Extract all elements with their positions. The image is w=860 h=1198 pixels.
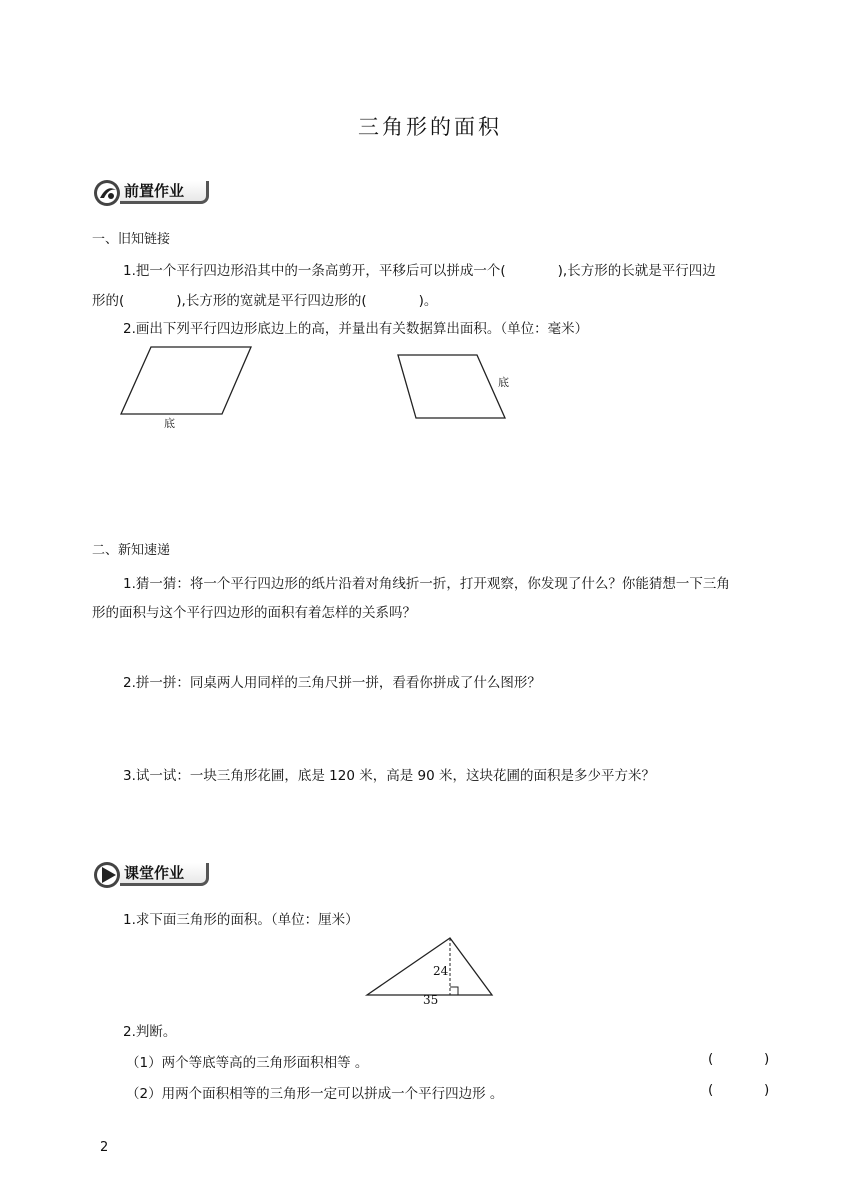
- judge-answer-1-open[interactable]: (: [708, 1051, 714, 1067]
- puzzle-question: 2.拼一拼：同桌两人用同样的三角尺拼一拼，看看你拼成了什么图形？: [123, 675, 541, 691]
- parallelogram-shape: [398, 355, 505, 418]
- parallelogram-figure-1: [118, 344, 258, 438]
- q1-text-d: ),长方形的宽就是平行四边形的(: [176, 293, 367, 309]
- class-homework-label: 课堂作业: [120, 863, 209, 886]
- section-heading-review: 一、旧知链接: [92, 232, 171, 247]
- parallelogram-shape: [121, 347, 251, 414]
- base-label: 35: [423, 993, 439, 1007]
- triangle-question: 1.求下面三角形的面积。（单位：厘米）: [123, 912, 359, 928]
- question-1-line-2: [92, 289, 437, 309]
- q1-text-b: ),长方形的长就是平行四边: [557, 263, 716, 279]
- q1-text-a: 1.把一个平行四边形沿其中的一条高剪开，平移后可以拼成一个(: [123, 263, 506, 279]
- judge-answer-2-open[interactable]: (: [708, 1082, 714, 1098]
- guess-line-1: 1.猜一猜：将一个平行四边形的纸片沿着对角线折一折，打开观察，你发现了什么？你能猜想一下三角: [123, 576, 730, 592]
- section-heading-new: 二、新知速递: [92, 543, 171, 558]
- triangle-shape: [367, 938, 492, 995]
- page-number: 2: [100, 1140, 109, 1155]
- base-label-1: 底: [164, 417, 175, 430]
- try-question: 3.试一试：一块三角形花圃，底是 120 米，高是 90 米，这块花圃的面积是多少平方米？: [123, 768, 655, 784]
- q1-text-e: )。: [418, 293, 438, 309]
- pre-homework-label: 前置作业: [120, 181, 209, 204]
- class-homework-banner: [92, 860, 222, 890]
- q1-text-c: 形的(: [92, 293, 125, 309]
- judge-answer-1-close[interactable]: ): [764, 1051, 770, 1067]
- judge-answer-2-close[interactable]: ): [764, 1082, 770, 1098]
- guess-line-2: 形的面积与这个平行四边形的面积有着怎样的关系吗？: [92, 605, 416, 621]
- question-2: 2.画出下列平行四边形底边上的高，并量出有关数据算出面积。（单位：毫米）: [123, 321, 589, 337]
- base-label-2: 底: [498, 376, 509, 389]
- judge-item-1: （1）两个等底等高的三角形面积相等 。: [126, 1055, 369, 1071]
- page-title: 三角形的面积: [358, 115, 502, 139]
- question-1-line-1: [123, 259, 716, 279]
- parallelogram-figure-2: [396, 352, 516, 431]
- right-angle-mark: [450, 987, 458, 995]
- pre-homework-banner: [92, 178, 212, 208]
- judge-heading: 2.判断。: [123, 1024, 177, 1040]
- height-label: 24: [433, 964, 449, 978]
- judge-item-2: （2）用两个面积相等的三角形一定可以拼成一个平行四边形 。: [126, 1086, 504, 1102]
